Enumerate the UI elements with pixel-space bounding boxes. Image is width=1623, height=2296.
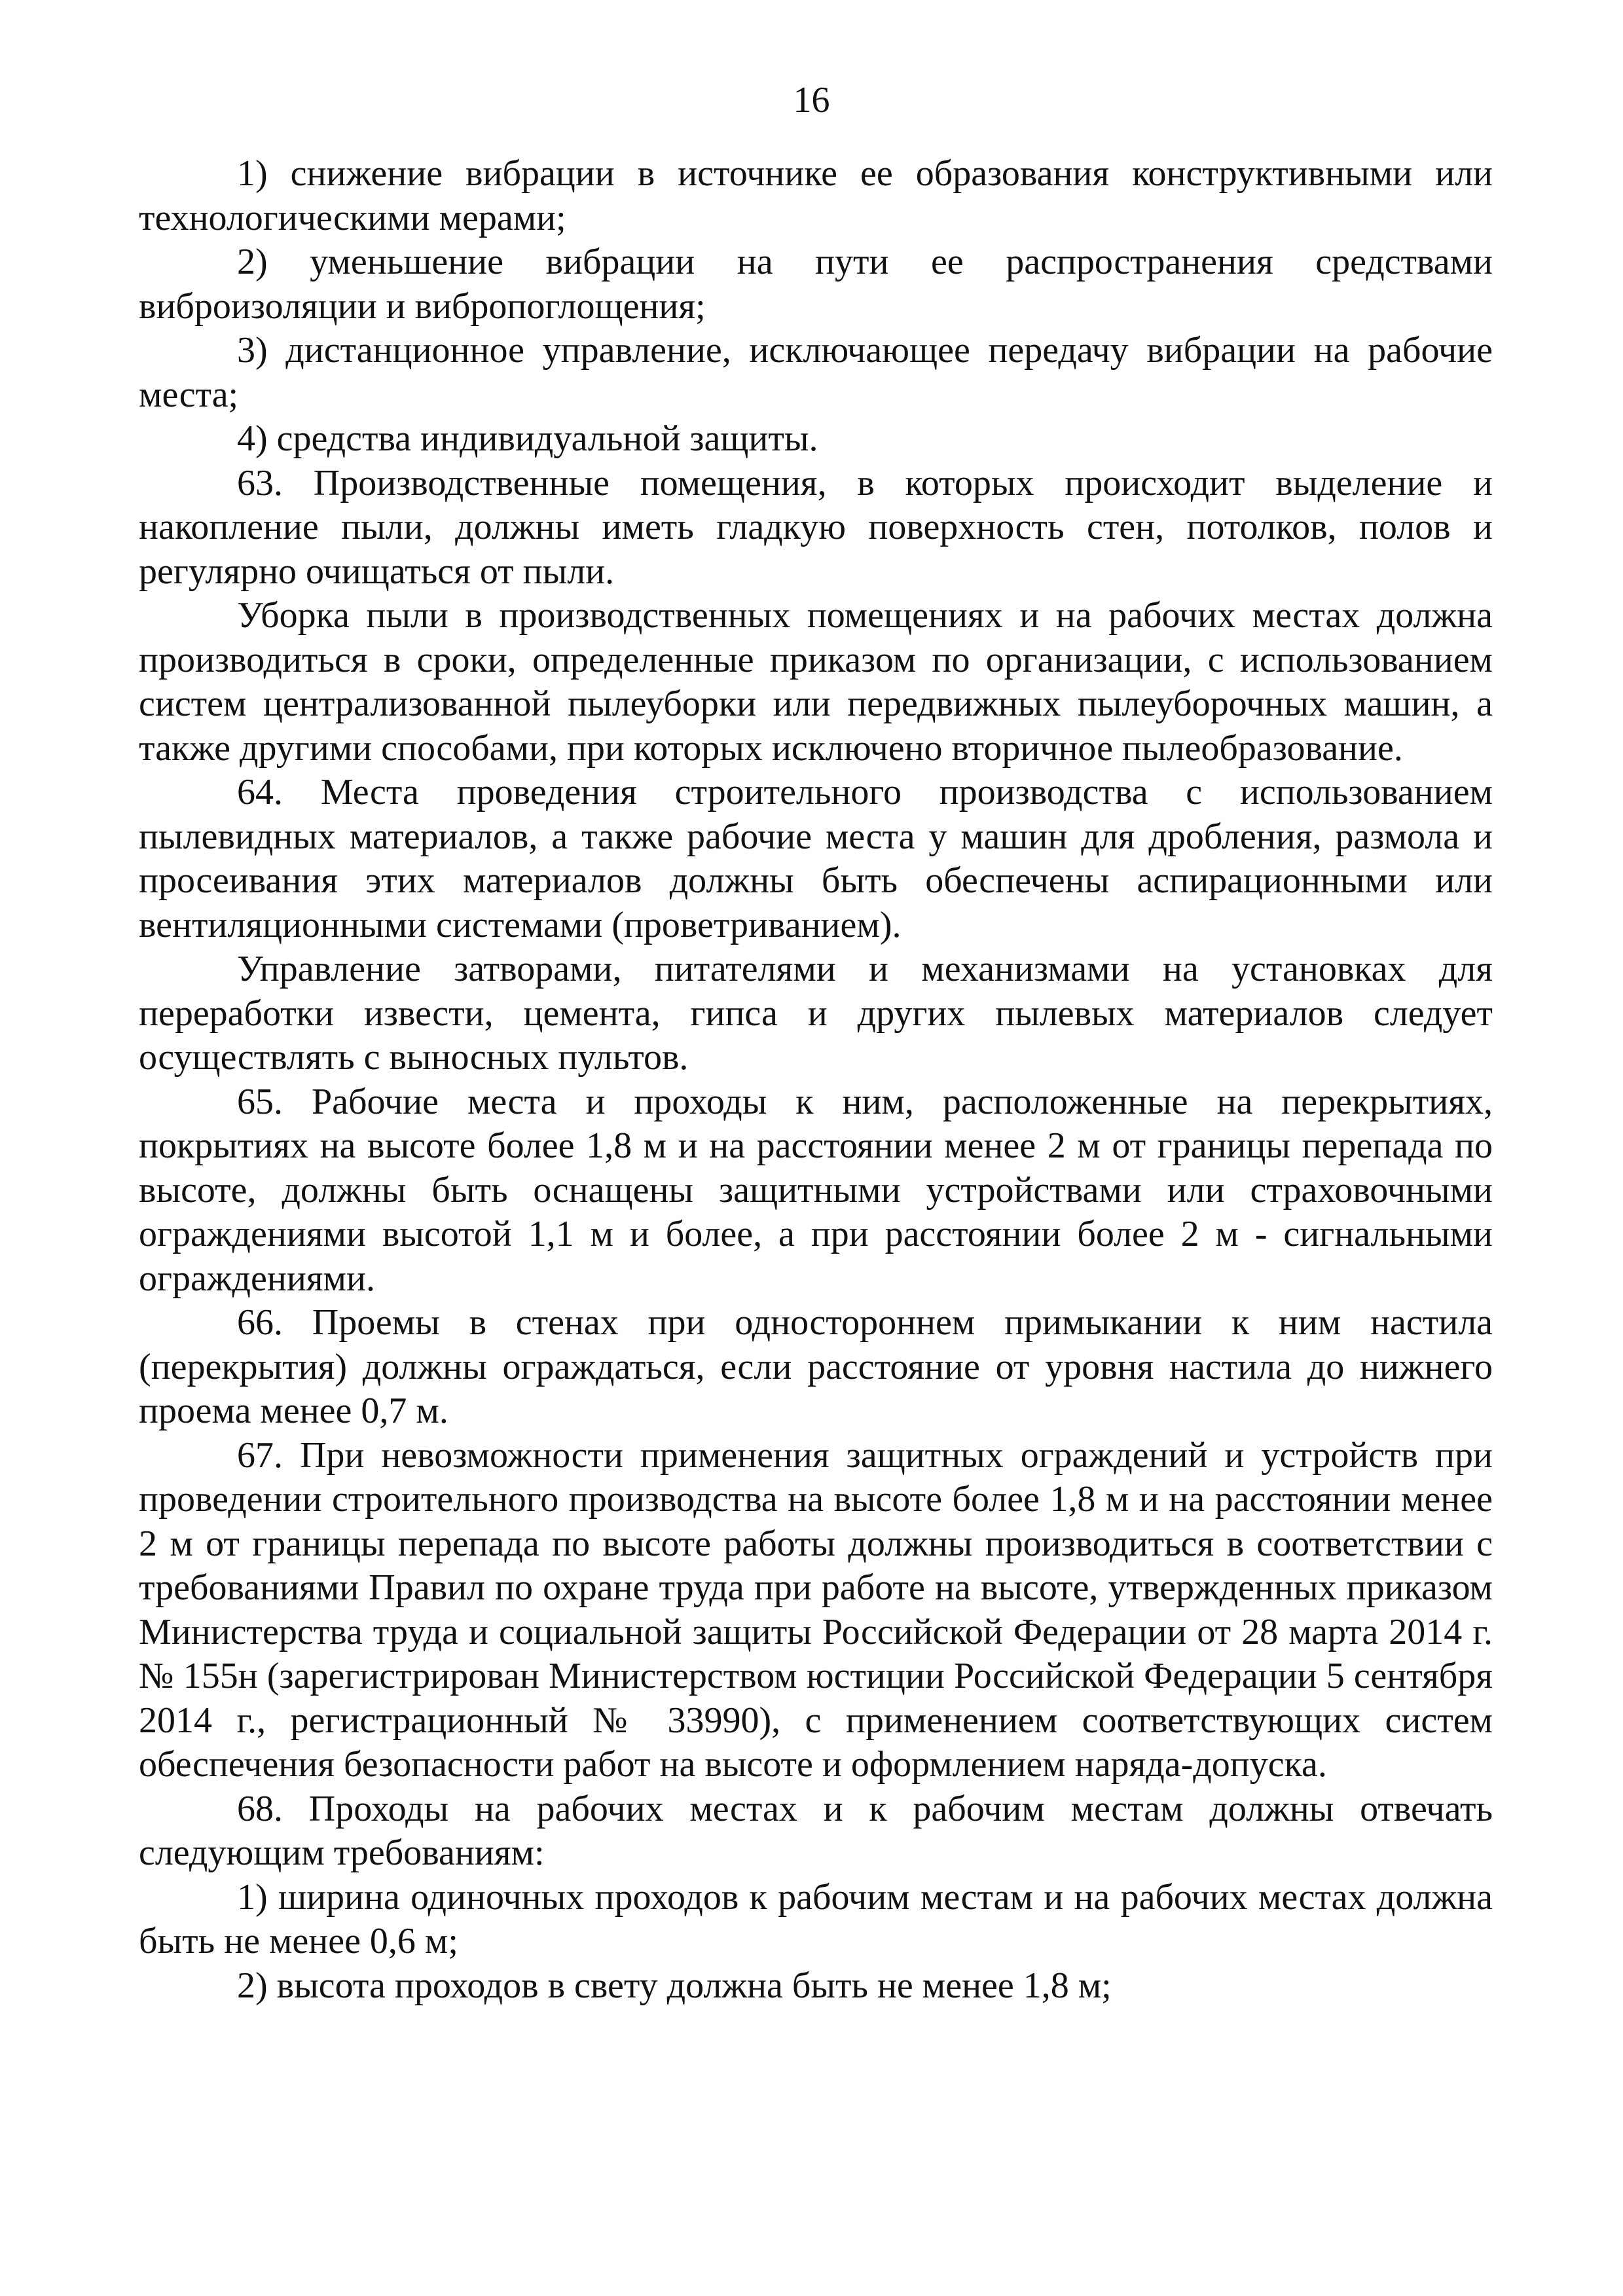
paragraph-63-dust-cleaning: Уборка пыли в производственных помещениях и на рабочих местах должна производиться в сроки, определенные приказом по организации, с использованием систем централизованной пылеуборки или передвижных пылеуборочных машин, а также другими способами, при которых исключено вторичное пылеобразование. (139, 595, 1493, 769)
paragraph-68: 68. Проходы на рабочих местах и к рабочим местам должны отвечать следующим требованиям: (139, 1788, 1493, 1873)
paragraph-67: 67. При невозможности применения защитных ограждений и устройств при проведении строительного производства на высоте более 1,8 м и на расстоянии менее 2 м от границы перепада по высоте работы должны производиться в соответствии с требованиями Правил по охране труда при работе на высоте, утвержденных приказом Министерства труда и социальной защиты Российской Федерации от 28 марта 2014 г. № 155н (зарегистрирован Министерством юстиции Российской Федерации 5 сентября 2014 г., регистрационный № 33990), с применением соответствующих систем обеспечения безопасности работ на высоте и оформлением наряда-допуска. (139, 1434, 1493, 1785)
paragraph-64: 64. Места проведения строительного производства с использованием пылевидных материалов, а также рабочие места у машин для дробления, размола и просеивания этих материалов должны быть обеспечены аспирационными или вентиляционными системами (проветриванием). (139, 772, 1493, 945)
paragraph-item-4: 4) средства индивидуальной защиты. (237, 418, 818, 459)
paragraph-item-1: 1) снижение вибрации в источнике ее образования конструктивными или технологическими мерами; (139, 153, 1493, 238)
paragraph-item-3: 3) дистанционное управление, исключающее передачу вибрации на рабочие места; (139, 330, 1493, 415)
paragraph-63: 63. Производственные помещения, в которых происходит выделение и накопление пыли, должны иметь гладкую поверхность стен, потолков, полов и регулярно очищаться от пыли. (139, 462, 1493, 592)
paragraph-64-remote-control: Управление затворами, питателями и механизмами на установках для переработки извести, цемента, гипса и других пылевых материалов следует осуществлять с выносных пультов. (139, 949, 1493, 1078)
paragraph-65: 65. Рабочие места и проходы к ним, расположенные на перекрытиях, покрытиях на высоте более 1,8 м и на расстоянии менее 2 м от границы перепада по высоте, должны быть оснащены защитными устройствами или страховочными ограждениями высотой 1,1 м и более, а при расстоянии более 2 м - сигнальными ограждениями. (139, 1081, 1493, 1299)
paragraph-66: 66. Проемы в стенах при одностороннем примыкании к ним настила (перекрытия) должны ограждаться, если расстояние от уровня настила до нижнего проема менее 0,7 м. (139, 1302, 1493, 1431)
paragraph-68-item-2: 2) высота проходов в свету должна быть не менее 1,8 м; (237, 1965, 1112, 2006)
document-body (139, 152, 1493, 2008)
page-number: 16 (793, 80, 830, 120)
paragraph-item-2: 2) уменьшение вибрации на пути ее распространения средствами виброизоляции и вибропоглощения; (139, 242, 1493, 327)
paragraph-68-item-1: 1) ширина одиночных проходов к рабочим местам и на рабочих местах должна быть не менее 0,6 м; (139, 1876, 1493, 1961)
